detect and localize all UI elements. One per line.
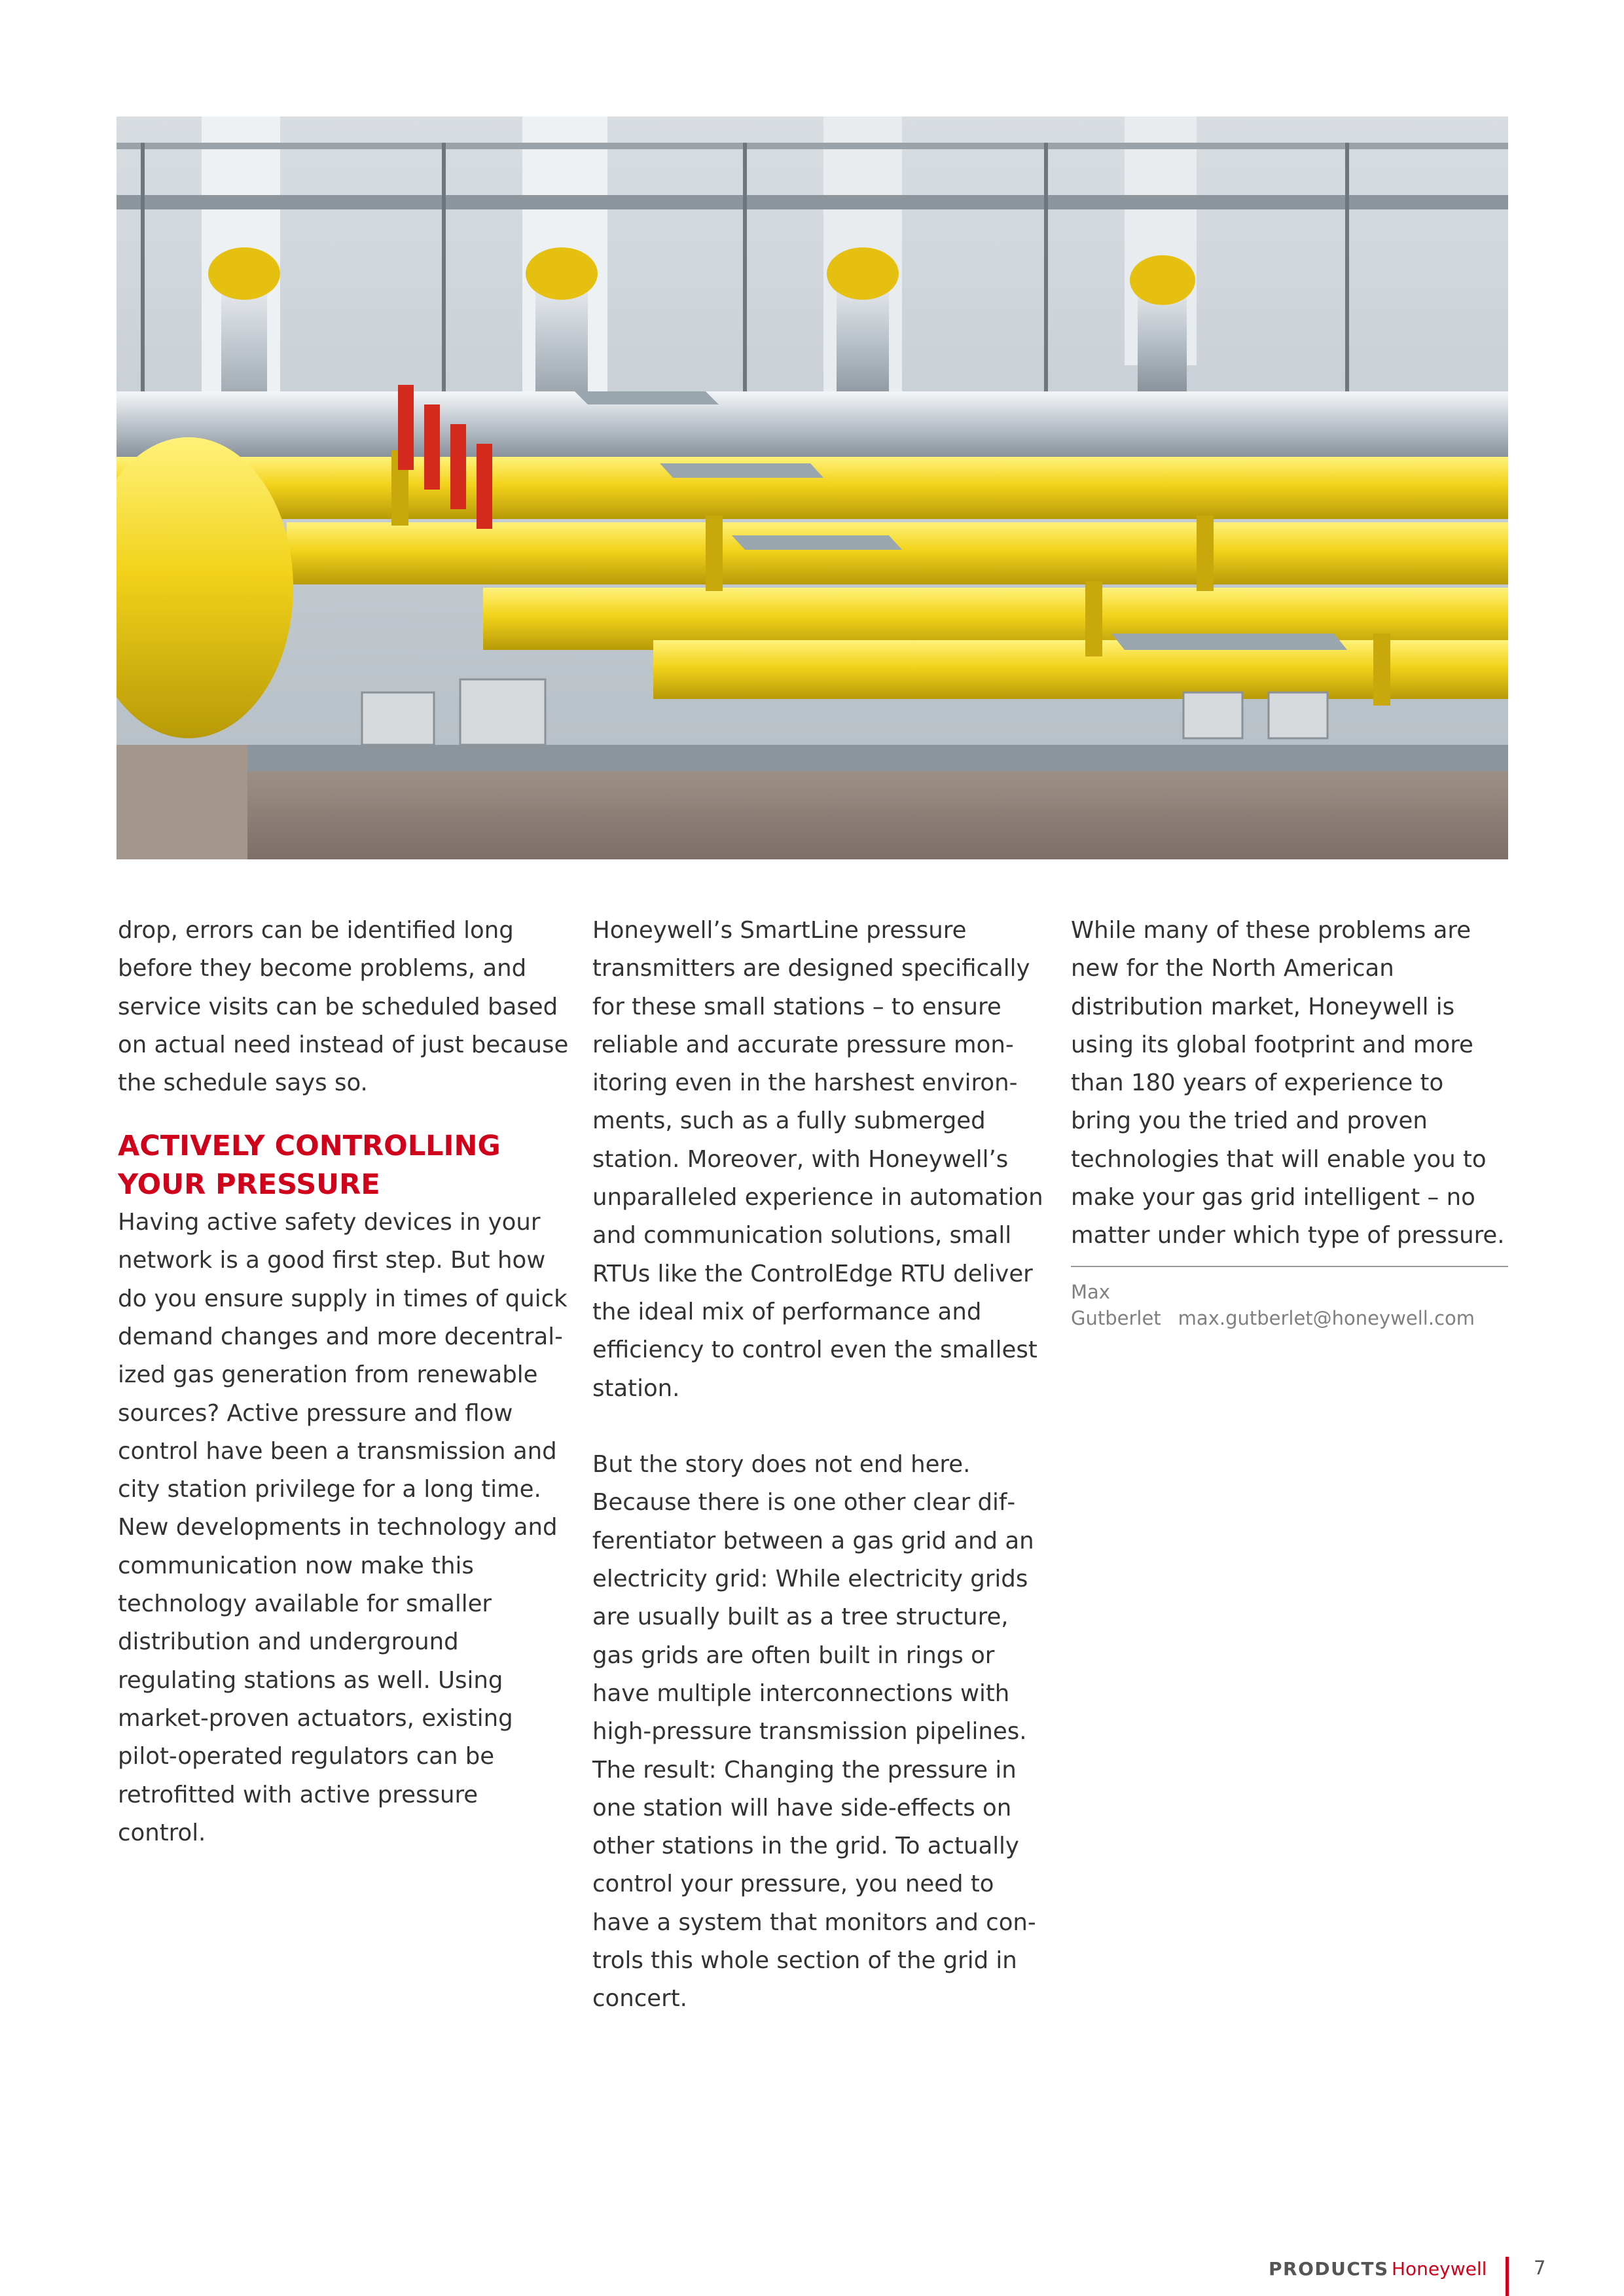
author-divider [1071, 1266, 1508, 1267]
author-credit [1071, 1279, 1508, 1331]
text-column-3 [1071, 912, 1508, 1331]
footer-accent-bar [1506, 2257, 1509, 2296]
text-column-1 [118, 912, 569, 1852]
paragraph: drop, errors can be identified long before they become problems, and service visits can be scheduled based on actual need instead of just because the schedule says so. [118, 917, 569, 1097]
paragraph: But the story does not end here. Because there is one other clear differentiator between a gas grid and an electricity grid: While electricity grids are usually built as a tree structure, gas grids are often built in rings or have multiple interconnections with high-pressure transmission pipelines. The result: Changing the pressure in one station will have side-effects on other stations in the grid. To actually control your pressure, you need to have a system that monitors and controls this whole section of the grid in concert. [592, 1451, 1036, 2013]
footer-brand: Honeywell [1392, 2258, 1487, 2280]
station-photo [117, 117, 1508, 859]
author-email: max.gutberlet@honeywell.com [1178, 1306, 1475, 1329]
section-heading: ACTIVELY CONTROLLING YOUR PRESSURE [118, 1130, 501, 1201]
paragraph: Having active safety devices in your network is a good first step. But how do you ensure supply in times of quick demand changes and more decentralized gas generation from renewable sources? Active pressure and flow control have been a transmission and city station privilege for a long time. New developments in technology and communication now make this technology available for smaller distribution and underground regulating stations as well. Using market-proven actuators, existing pilot-operated regulators can be retrofitted with active pressure control. [118, 1209, 568, 1846]
page-number: 7 [1534, 2257, 1546, 2279]
gas-pipeline-station-image [117, 117, 1508, 859]
text-column-2 [592, 912, 1051, 2018]
paragraph-spacer [592, 1408, 1051, 1446]
footer-section-label: PRODUCTS [1269, 2258, 1389, 2280]
paragraph: While many of these problems are new for the North American distribution market, Honeywell is using its global footprint and more than 180 years of experience to bring you the tried and proven technologies that will enable you to make your gas grid intelligent – no matter under which type of pressure. [1071, 917, 1505, 1249]
author-name: Max Gutberlet [1071, 1280, 1161, 1329]
paragraph: Honeywell’s SmartLine pressure transmitters are designed specifically for these small stations – to ensure reliable and accurate pressure monitoring even in the harshest environments, such as a fully submerged station. Moreover, with Honeywell’s unparalleled experience in automation and communication solutions, small RTUs like the ControlEdge RTU deliver the ideal mix of performance and efficiency to control even the smallest station. [592, 917, 1043, 1402]
